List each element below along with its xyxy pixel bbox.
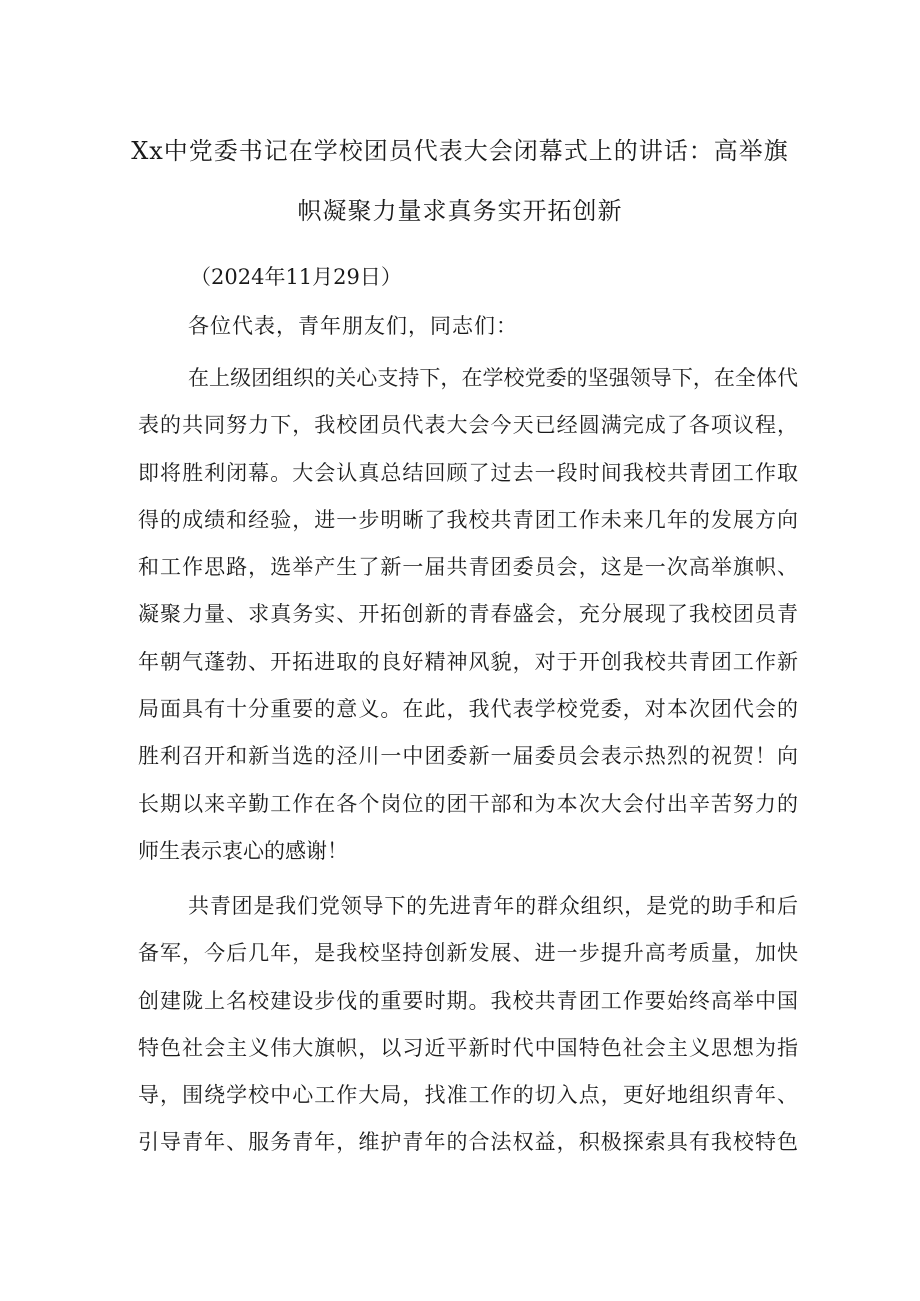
paragraph-line: 长期以来辛勤工作在各个岗位的团干部和为本次大会付出辛苦努力的	[138, 791, 798, 816]
salutation: 各位代表，青年朋友们，同志们：	[188, 314, 518, 338]
document-title-line-1: Xx中党委书记在学校团员代表大会闭幕式上的讲话：高举旗	[131, 137, 789, 165]
paragraph-line: 备军，今后几年，是我校坚持创新发展、进一步提升高考质量，加快	[138, 941, 798, 966]
paragraph-line: 特色社会主义伟大旗帜，以习近平新时代中国特色社会主义思想为指	[138, 1035, 798, 1060]
paragraph-line: 得的成绩和经验，进一步明晰了我校共青团工作未来几年的发展方向	[138, 507, 798, 532]
paragraph-line: 在上级团组织的关心支持下，在学校党委的坚强领导下，在全体代	[188, 366, 798, 390]
paragraph-line: 和工作思路，选举产生了新一届共青团委员会，这是一次高举旗帜、	[138, 555, 798, 580]
paragraph-2	[138, 883, 798, 1167]
paragraph-line: 导，围绕学校中心工作大局，找准工作的切入点，更好地组织青年、	[138, 1083, 798, 1108]
speech-date: （2024年11月29日）	[190, 265, 402, 289]
paragraph-line: 表的共同努力下，我校团员代表大会今天已经圆满完成了各项议程，	[138, 413, 798, 438]
paragraph-line: 共青团是我们党领导下的先进青年的群众组织，是党的助手和后	[188, 894, 798, 918]
document-title-line-2: 帜凝聚力量求真务实开拓创新	[297, 197, 623, 225]
paragraph-line: 胜利召开和新当选的泾川一中团委新一届委员会表示热烈的祝贺！向	[138, 744, 798, 769]
paragraph-line: 引导青年、服务青年，维护青年的合法权益，积极探索具有我校特色	[138, 1130, 798, 1155]
paragraph-line: 凝聚力量、求真务实、开拓创新的青春盛会，充分展现了我校团员青	[138, 602, 798, 627]
paragraph-line: 年朝气蓬勃、开拓进取的良好精神风貌，对于开创我校共青团工作新	[138, 649, 798, 674]
paragraph-line: 创建陇上名校建设步伐的重要时期。我校共青团工作要始终高举中国	[138, 988, 798, 1013]
paragraph-line: 即将胜利闭幕。大会认真总结回顾了过去一段时间我校共青团工作取	[138, 460, 798, 485]
paragraph-line: 师生表示衷心的感谢！	[138, 838, 348, 863]
paragraph-1	[138, 355, 798, 875]
paragraph-line: 局面具有十分重要的意义。在此，我代表学校党委，对本次团代会的	[138, 697, 798, 722]
